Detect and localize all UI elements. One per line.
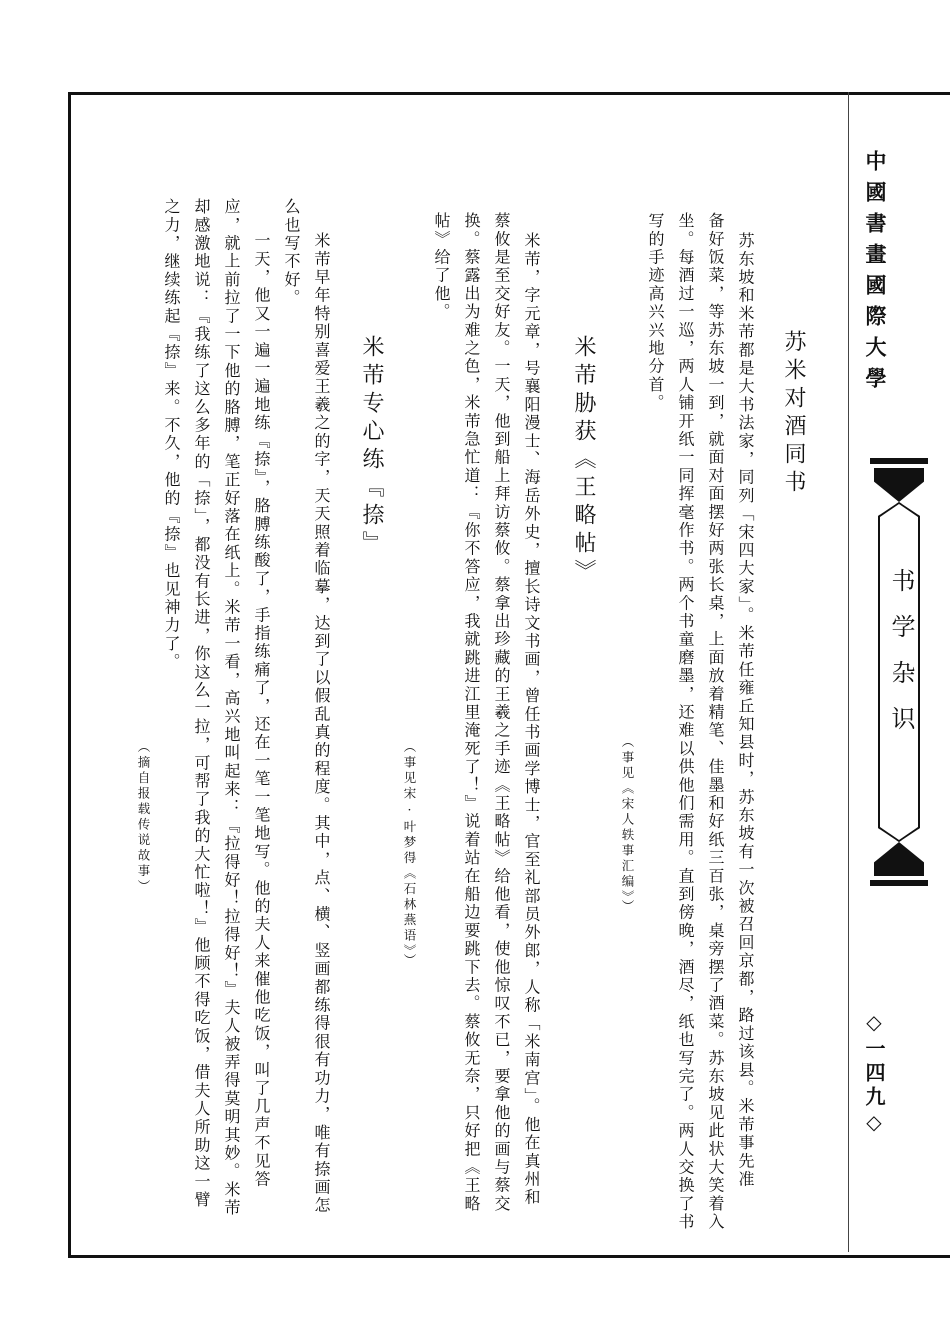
article-paragraph: 一天，他又一遍一遍地练『捺』，胳膊练酸了，手指练痛了，还在一笔一笔地写。他的夫人来催他吃饭，叫了几声不见答 — [252, 232, 271, 1189]
article-title: 米芾胁获《王略帖》 — [571, 335, 596, 587]
article-paragraph: 换。蔡露出为难之色，米芾急忙道：『你不答应，我就跳进江里淹死了！』说着站在船边要跳下去。蔡攸无奈，只好把《王略 — [462, 212, 481, 1213]
article-paragraph: 米芾早年特别喜爱王羲之的字，天天照着临摹，达到了以假乱真的程度。其中，点、横、竖画都练得很有功力，唯有捺画怎 — [312, 232, 331, 1215]
article-paragraph: 写的手迹高兴兴地分首。 — [646, 212, 665, 413]
article-paragraph: 应，就上前拉了一下他的胳膊，笔正好落在纸上。米芾一看，高兴地叫起来：『拉得好！拉得好！』夫人被弄得莫明其妙。米芾 — [222, 198, 241, 1218]
article-paragraph: 备好饭菜，等苏东坡一到，就面对面摆好两张长桌，上面放着精笔、佳墨和好纸三百张，桌旁摆了酒菜。苏东坡见此状大笑着入 — [706, 212, 725, 1232]
panel-bottom-chevron — [874, 842, 924, 876]
article-source: （摘自报载传说故事） — [136, 740, 151, 895]
panel-top-bar — [870, 458, 928, 464]
section-panel — [870, 458, 928, 886]
page-number: ◇一四九◇ — [862, 1010, 886, 1138]
article-source: （事见宋·叶梦得《石林燕语》） — [402, 740, 417, 969]
article-paragraph: 米芾，字元章，号襄阳漫士、海岳外史，擅长诗文书画，曾任书画学博士，官至礼部员外郎，人称「米南宫」。他在真州和 — [522, 232, 541, 1207]
spine-divider — [848, 92, 849, 1252]
article-title: 米芾专心练『捺』 — [359, 335, 384, 559]
article-paragraph: 坐。每酒过一巡，两人铺开纸一同挥毫作书。两个书童磨墨，还难以供他们需用。直到傍晚，酒尽，纸也写完了。两人交换了书 — [676, 212, 695, 1232]
article-title: 苏米对酒同书 — [781, 330, 806, 498]
article-paragraph: 却感激地说：『我练了这么多年的「捺」，都没有长进，你这么一拉，可帮了我的大忙啦！』他顾不得吃饭，借夫人所助这一臂 — [192, 198, 211, 1210]
article-paragraph: 么也写不好。 — [282, 198, 301, 308]
panel-top-chevron — [874, 468, 924, 502]
article-paragraph: 蔡攸是至交好友。一天，他到船上拜访蔡攸。蔡拿出珍藏的王羲之手迹《王略帖》给他看，使他惊叹不已，要拿他的画与蔡交 — [492, 212, 511, 1213]
article-source: （事见《宋人轶事汇编》） — [620, 735, 635, 915]
article-paragraph: 苏东坡和米芾都是大书法家，同列「宋四大家」。米芾任雍丘知县时，苏东坡有一次被召回京都，路过该县。米芾事先准 — [736, 232, 755, 1189]
section-title: 书学杂识 — [887, 568, 915, 752]
article-paragraph: 之力，继续练起『捺』来。不久，他的『捺』也见神力了。 — [162, 198, 181, 672]
article-paragraph: 帖》给了他。 — [432, 212, 451, 322]
series-title: 中國書畫國際大學 — [863, 150, 888, 398]
panel-bottom-bar — [870, 880, 928, 886]
